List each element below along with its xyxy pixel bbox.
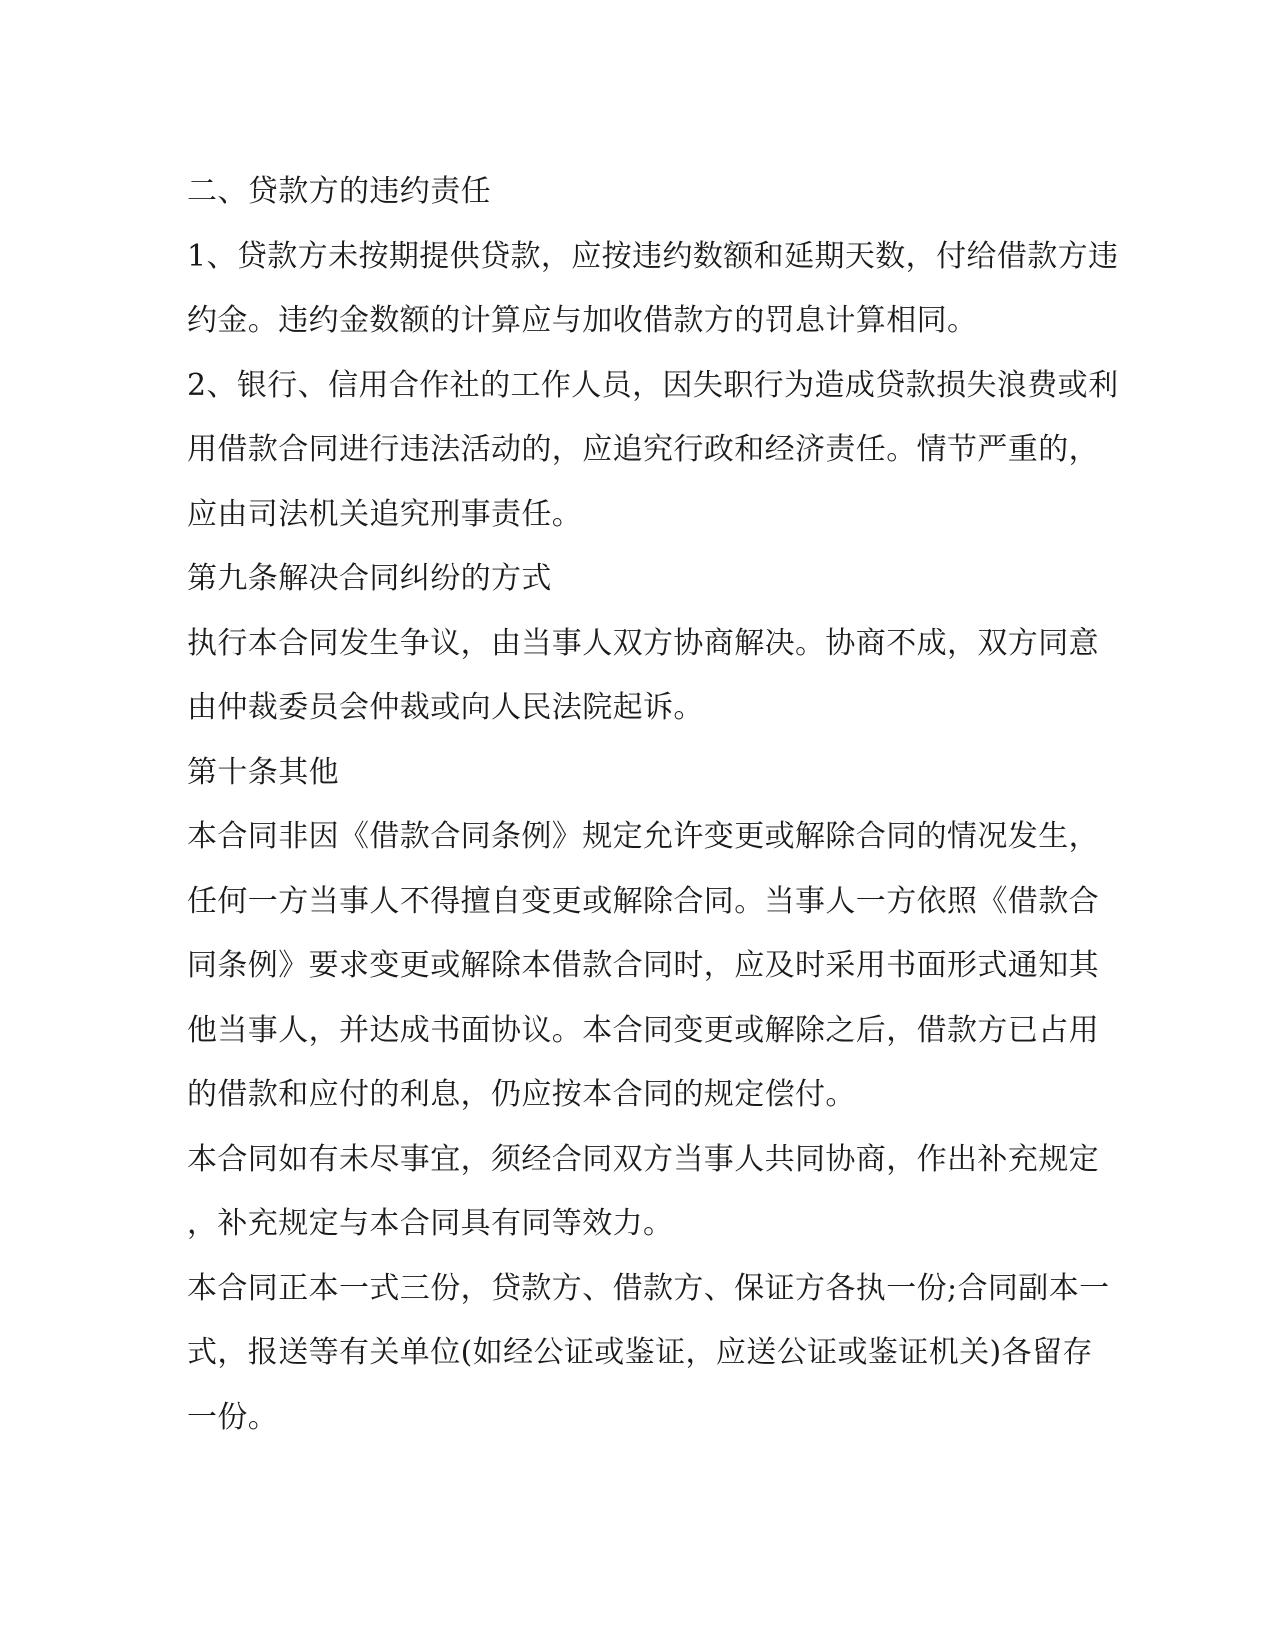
- text-line: 本合同如有未尽事宜，须经合同双方当事人共同协商，作出补充规定: [187, 1141, 1099, 1177]
- document-body: [187, 160, 1119, 1450]
- text-line: 1、贷款方未按期提供贷款，应按违约数额和延期天数，付给借款方违: [187, 238, 1119, 274]
- text-line: 任何一方当事人不得擅自变更或解除合同。当事人一方依照《借款合: [187, 883, 1099, 919]
- text-line: 的借款和应付的利息，仍应按本合同的规定偿付。: [187, 1077, 856, 1112]
- section-heading-lender-liability: 二、贷款方的违约责任: [187, 174, 491, 209]
- text-line: 本合同非因《借款合同条例》规定允许变更或解除合同的情况发生，: [187, 819, 1099, 854]
- text-line: 应由司法机关追究刑事责任。: [187, 496, 583, 532]
- text-line: 式，报送等有关单位(如经公证或鉴证，应送公证或鉴证机关)各留存: [187, 1335, 1093, 1370]
- text-line: 用借款合同进行违法活动的，应追究行政和经济责任。情节严重的，: [187, 432, 1099, 467]
- text-line: 由仲裁委员会仲裁或向人民法院起诉。: [187, 690, 704, 725]
- text-line: 执行本合同发生争议，由当事人双方协商解决。协商不成，双方同意: [187, 625, 1099, 661]
- text-line: 同条例》要求变更或解除本借款合同时，应及时采用书面形式通知其: [187, 948, 1099, 983]
- text-line: 一份。: [187, 1399, 279, 1435]
- text-line: 他当事人，并达成书面协议。本合同变更或解除之后，借款方已占用: [187, 1012, 1099, 1048]
- text-line: ，补充规定与本合同具有同等效力。: [187, 1206, 674, 1241]
- article-heading-ten: 第十条其他: [187, 754, 339, 790]
- text-line: 约金。违约金数额的计算应与加收借款方的罚息计算相同。: [187, 303, 978, 338]
- article-heading-nine: 第九条解决合同纠纷的方式: [187, 561, 552, 596]
- text-line: 2、银行、信用合作社的工作人员，因失职行为造成贷款损失浪费或利: [187, 367, 1119, 403]
- text-line: 本合同正本一式三份，贷款方、借款方、保证方各执一份;合同副本一: [187, 1270, 1110, 1306]
